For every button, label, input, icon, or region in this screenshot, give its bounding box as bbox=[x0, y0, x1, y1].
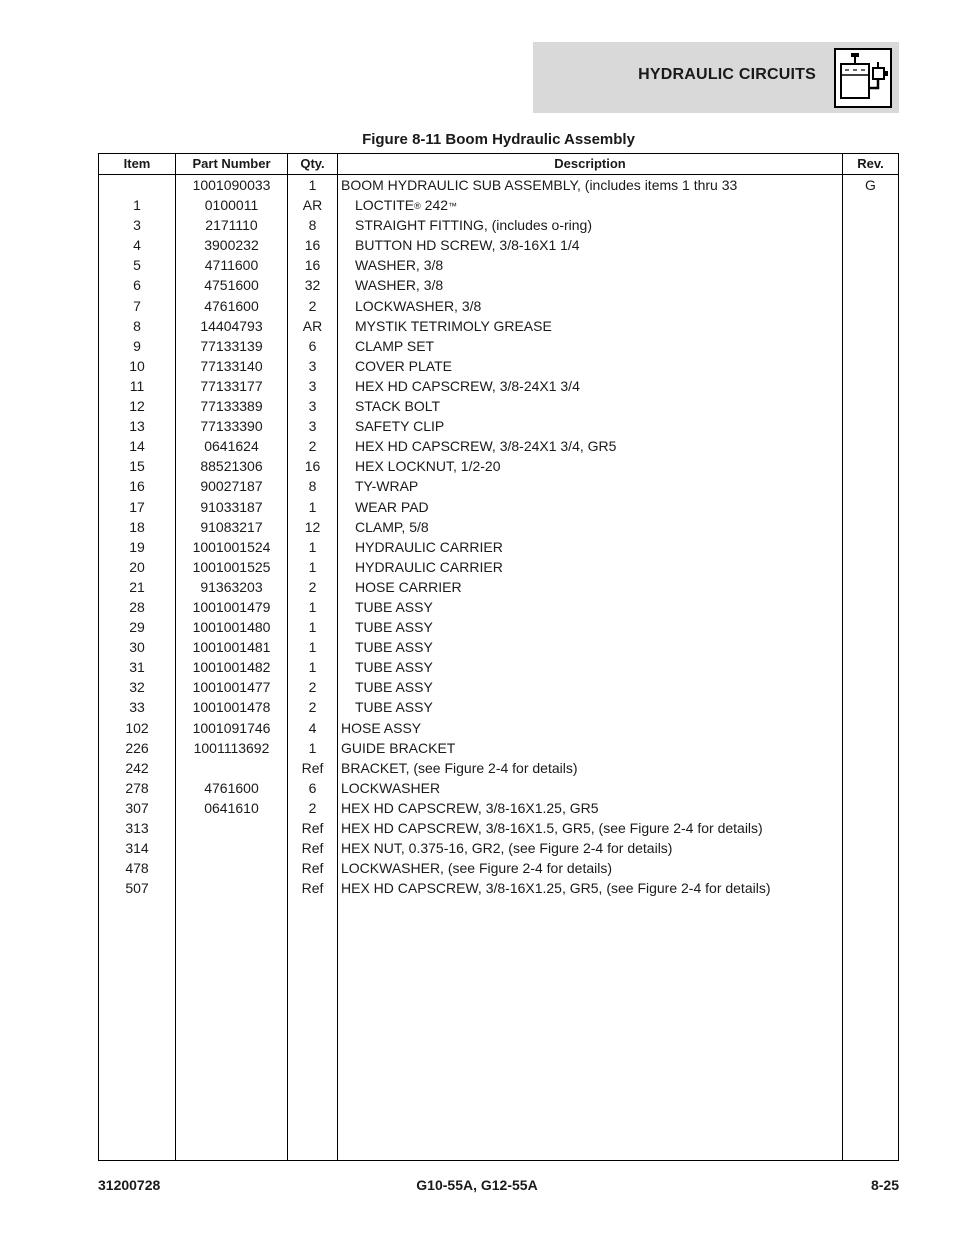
table-row bbox=[99, 577, 898, 597]
qty-cell: 2 bbox=[308, 438, 317, 455]
description-cell: TUBE ASSY bbox=[355, 679, 433, 696]
qty-cell: 6 bbox=[308, 779, 317, 796]
column-header-qty: Qty. bbox=[300, 156, 325, 171]
trademark-mark: ™ bbox=[448, 201, 458, 212]
description-cell: HOSE CARRIER bbox=[355, 578, 462, 595]
item-cell: 1 bbox=[133, 197, 141, 214]
part-number-cell: 4761600 bbox=[204, 779, 259, 796]
qty-cell: 1 bbox=[308, 558, 317, 575]
qty-cell: AR bbox=[302, 197, 323, 214]
qty-cell: 8 bbox=[308, 478, 317, 495]
table-row bbox=[99, 376, 898, 396]
table-row bbox=[99, 175, 898, 195]
item-cell: 11 bbox=[129, 377, 145, 394]
description-cell: TUBE ASSY bbox=[355, 639, 433, 656]
qty-cell: Ref bbox=[301, 880, 324, 897]
item-cell: 9 bbox=[133, 337, 141, 354]
table-row bbox=[99, 657, 898, 677]
part-number-cell: 77133389 bbox=[200, 398, 263, 415]
table-row bbox=[99, 497, 898, 517]
table-row bbox=[99, 215, 898, 235]
qty-cell: 1 bbox=[308, 177, 317, 193]
item-cell: 19 bbox=[129, 538, 145, 555]
table-row bbox=[99, 758, 898, 778]
qty-cell: 16 bbox=[304, 458, 321, 475]
qty-cell: 8 bbox=[308, 217, 317, 234]
part-number-cell: 2171110 bbox=[205, 217, 258, 234]
qty-cell: Ref bbox=[301, 759, 324, 776]
item-cell: 28 bbox=[129, 598, 145, 615]
description-cell: LOCTITE® 242™ bbox=[355, 197, 458, 214]
item-cell: 8 bbox=[133, 317, 141, 334]
description-cell: BRACKET, (see Figure 2-4 for details) bbox=[341, 759, 578, 776]
item-cell: 5 bbox=[133, 257, 141, 274]
description-cell: TY-WRAP bbox=[355, 478, 419, 495]
item-cell: 16 bbox=[129, 478, 145, 495]
description-cell: TUBE ASSY bbox=[355, 619, 433, 636]
item-cell: 10 bbox=[129, 357, 145, 374]
description-cell: HEX HD CAPSCREW, 3/8-24X1 3/4, GR5 bbox=[355, 438, 617, 455]
figure-title: Figure 8-11 Boom Hydraulic Assembly bbox=[362, 131, 635, 148]
table-row bbox=[99, 255, 898, 275]
qty-cell: 1 bbox=[308, 598, 317, 615]
description-cell: TUBE ASSY bbox=[355, 659, 433, 676]
qty-cell: 2 bbox=[308, 699, 317, 716]
qty-cell: 2 bbox=[308, 578, 317, 595]
item-cell: 20 bbox=[129, 558, 145, 575]
table-row bbox=[99, 235, 898, 255]
description-cell: STRAIGHT FITTING, (includes o-ring) bbox=[355, 217, 593, 234]
part-number-cell: 4751600 bbox=[204, 277, 259, 294]
description-cell: SAFETY CLIP bbox=[355, 418, 445, 435]
qty-cell: 2 bbox=[308, 679, 317, 696]
table-row bbox=[99, 637, 898, 657]
qty-cell: 1 bbox=[308, 619, 317, 636]
part-number-cell: 1001001481 bbox=[192, 639, 271, 656]
table-row bbox=[99, 456, 898, 476]
table-row bbox=[99, 436, 898, 456]
part-number-cell: 1001001482 bbox=[192, 659, 271, 676]
table-row bbox=[99, 697, 898, 717]
column-header-description: Description bbox=[554, 156, 626, 171]
part-number-cell: 0100011 bbox=[204, 197, 259, 214]
table-row bbox=[99, 416, 898, 436]
item-cell: 307 bbox=[125, 799, 149, 816]
part-number-cell: 1001001479 bbox=[192, 598, 271, 615]
item-cell: 313 bbox=[125, 820, 149, 836]
description-cell: TUBE ASSY bbox=[355, 699, 433, 716]
item-cell: 14 bbox=[129, 438, 145, 455]
table-row bbox=[99, 275, 898, 295]
part-number-cell: 90027187 bbox=[200, 478, 263, 495]
description-cell: CLAMP SET bbox=[355, 337, 435, 354]
qty-cell: 1 bbox=[308, 739, 317, 756]
item-cell: 30 bbox=[129, 639, 145, 656]
item-cell: 33 bbox=[129, 699, 145, 716]
part-number-cell: 1001091746 bbox=[192, 719, 271, 736]
description-cell: TUBE ASSY bbox=[355, 598, 433, 615]
table-row bbox=[99, 838, 898, 858]
item-cell: 17 bbox=[129, 498, 145, 515]
part-number-cell: 88521306 bbox=[200, 458, 263, 475]
qty-cell: 6 bbox=[308, 337, 317, 354]
description-cell: BUTTON HD SCREW, 3/8-16X1 1/4 bbox=[355, 237, 580, 254]
description-cell: HYDRAULIC CARRIER bbox=[355, 538, 503, 555]
part-number-cell: 91083217 bbox=[200, 518, 263, 535]
column-header-rev: Rev. bbox=[857, 156, 884, 171]
qty-cell: 3 bbox=[308, 418, 317, 435]
table-row bbox=[99, 336, 898, 356]
description-cell: CLAMP, 5/8 bbox=[355, 518, 429, 535]
qty-cell: Ref bbox=[301, 820, 324, 836]
section-header bbox=[533, 42, 899, 113]
column-header-part-number: Part Number bbox=[192, 156, 271, 171]
description-cell: BOOM HYDRAULIC SUB ASSEMBLY, (includes items 1 thru 33 bbox=[341, 177, 738, 193]
page-number: 8-25 bbox=[870, 1177, 899, 1193]
table-row bbox=[99, 597, 898, 617]
item-cell: 478 bbox=[125, 860, 149, 877]
model-numbers: G10-55A, G12-55A bbox=[416, 1177, 538, 1193]
description-cell: HEX HD CAPSCREW, 3/8-16X1.5, GR5, (see Figure 2-4 for details) bbox=[341, 820, 763, 836]
item-cell: 31 bbox=[129, 659, 145, 676]
description-cell: LOCKWASHER, 3/8 bbox=[355, 297, 482, 314]
part-number-cell: 1001001524 bbox=[192, 538, 271, 555]
table-row bbox=[99, 878, 898, 898]
part-number-cell: 91363203 bbox=[200, 578, 263, 595]
parts-table bbox=[98, 153, 899, 1161]
description-cell: COVER PLATE bbox=[355, 357, 452, 374]
item-cell: 102 bbox=[125, 719, 149, 736]
item-cell: 13 bbox=[129, 418, 145, 435]
table-row bbox=[99, 356, 898, 376]
table-row bbox=[99, 617, 898, 637]
qty-cell: 3 bbox=[308, 357, 317, 374]
doc-number: 31200728 bbox=[98, 1177, 161, 1193]
item-cell: 3 bbox=[133, 217, 141, 234]
table-row bbox=[99, 316, 898, 336]
table-row bbox=[99, 537, 898, 557]
description-cell: HEX HD CAPSCREW, 3/8-24X1 3/4 bbox=[355, 377, 580, 394]
part-number-cell: 1001001480 bbox=[192, 619, 271, 636]
table-header bbox=[99, 154, 898, 175]
item-cell: 18 bbox=[129, 518, 145, 535]
part-number-cell: 3900232 bbox=[204, 237, 259, 254]
part-number-cell: 1001090033 bbox=[192, 177, 271, 193]
item-cell: 32 bbox=[129, 679, 145, 696]
item-cell: 226 bbox=[125, 739, 149, 756]
part-number-cell: 1001001525 bbox=[192, 558, 271, 575]
part-number-cell: 77133177 bbox=[200, 377, 263, 394]
description-cell: HEX NUT, 0.375-16, GR2, (see Figure 2-4 for details) bbox=[341, 840, 673, 857]
qty-cell: 16 bbox=[304, 237, 321, 254]
part-number-cell: 77133390 bbox=[200, 418, 263, 435]
item-cell: 278 bbox=[125, 779, 149, 796]
table-row bbox=[99, 798, 898, 818]
table-row bbox=[99, 557, 898, 577]
registered-mark: ® bbox=[414, 201, 421, 212]
item-cell: 6 bbox=[133, 277, 141, 294]
qty-cell: 1 bbox=[308, 639, 317, 656]
qty-cell: 4 bbox=[308, 719, 317, 736]
qty-cell: 1 bbox=[308, 538, 317, 555]
description-cell: WASHER, 3/8 bbox=[355, 277, 444, 294]
description-cell: HEX HD CAPSCREW, 3/8-16X1.25, GR5 bbox=[341, 799, 599, 816]
description-cell: GUIDE BRACKET bbox=[341, 739, 456, 756]
table-body bbox=[99, 175, 898, 898]
qty-cell: Ref bbox=[301, 840, 324, 857]
qty-cell: 1 bbox=[308, 498, 317, 515]
table-row bbox=[99, 517, 898, 537]
item-cell: 4 bbox=[133, 237, 141, 254]
qty-cell: 2 bbox=[308, 799, 317, 816]
hydraulic-tank-icon bbox=[834, 48, 892, 108]
qty-cell: Ref bbox=[301, 860, 324, 877]
item-cell: 29 bbox=[129, 619, 145, 636]
part-number-cell: 1001001477 bbox=[192, 679, 271, 696]
section-title: HYDRAULIC CIRCUITS bbox=[638, 66, 816, 83]
table-row bbox=[99, 738, 898, 758]
qty-cell: 32 bbox=[304, 277, 321, 294]
description-cell: HEX HD CAPSCREW, 3/8-16X1.25, GR5, (see Figure 2-4 for details) bbox=[341, 880, 771, 897]
table-row bbox=[99, 396, 898, 416]
table-row bbox=[99, 718, 898, 738]
part-number-cell: 77133140 bbox=[200, 357, 263, 374]
qty-cell: 1 bbox=[308, 659, 317, 676]
table-row bbox=[99, 195, 898, 215]
item-cell: 7 bbox=[133, 297, 141, 314]
item-cell: 507 bbox=[125, 880, 149, 897]
description-cell: HOSE ASSY bbox=[341, 719, 422, 736]
description-cell: STACK BOLT bbox=[355, 398, 441, 415]
part-number-cell: 1001113692 bbox=[193, 739, 270, 756]
part-number-cell: 4761600 bbox=[204, 297, 259, 314]
part-number-cell: 1001001478 bbox=[192, 699, 271, 716]
rev-cell: G bbox=[865, 177, 876, 193]
part-number-cell: 0641610 bbox=[204, 799, 259, 816]
qty-cell: 12 bbox=[304, 518, 321, 535]
table-row bbox=[99, 858, 898, 878]
table-row bbox=[99, 818, 898, 838]
table-row bbox=[99, 476, 898, 496]
description-cell: WASHER, 3/8 bbox=[355, 257, 444, 274]
qty-cell: 3 bbox=[308, 398, 317, 415]
item-cell: 314 bbox=[125, 840, 149, 857]
table-row bbox=[99, 677, 898, 697]
qty-cell: 16 bbox=[304, 257, 321, 274]
description-cell: LOCKWASHER, (see Figure 2-4 for details) bbox=[341, 860, 613, 877]
qty-cell: 2 bbox=[308, 297, 317, 314]
description-cell: HEX LOCKNUT, 1/2-20 bbox=[355, 458, 501, 475]
part-number-cell: 4711600 bbox=[204, 257, 259, 274]
table-row bbox=[99, 778, 898, 798]
part-number-cell: 0641624 bbox=[204, 438, 259, 455]
description-cell: WEAR PAD bbox=[355, 498, 429, 515]
qty-cell: AR bbox=[302, 317, 323, 334]
part-number-cell: 77133139 bbox=[200, 337, 263, 354]
item-cell: 21 bbox=[129, 578, 145, 595]
table-row bbox=[99, 296, 898, 316]
part-number-cell: 91033187 bbox=[200, 498, 263, 515]
qty-cell: 3 bbox=[308, 377, 317, 394]
description-cell: HYDRAULIC CARRIER bbox=[355, 558, 503, 575]
item-cell: 15 bbox=[129, 458, 145, 475]
description-cell: LOCKWASHER bbox=[341, 779, 441, 796]
part-number-cell: 14404793 bbox=[200, 317, 263, 334]
item-cell: 12 bbox=[129, 398, 145, 415]
column-header-item: Item bbox=[123, 156, 151, 171]
description-cell: MYSTIK TETRIMOLY GREASE bbox=[355, 317, 552, 334]
item-cell: 242 bbox=[125, 759, 149, 776]
